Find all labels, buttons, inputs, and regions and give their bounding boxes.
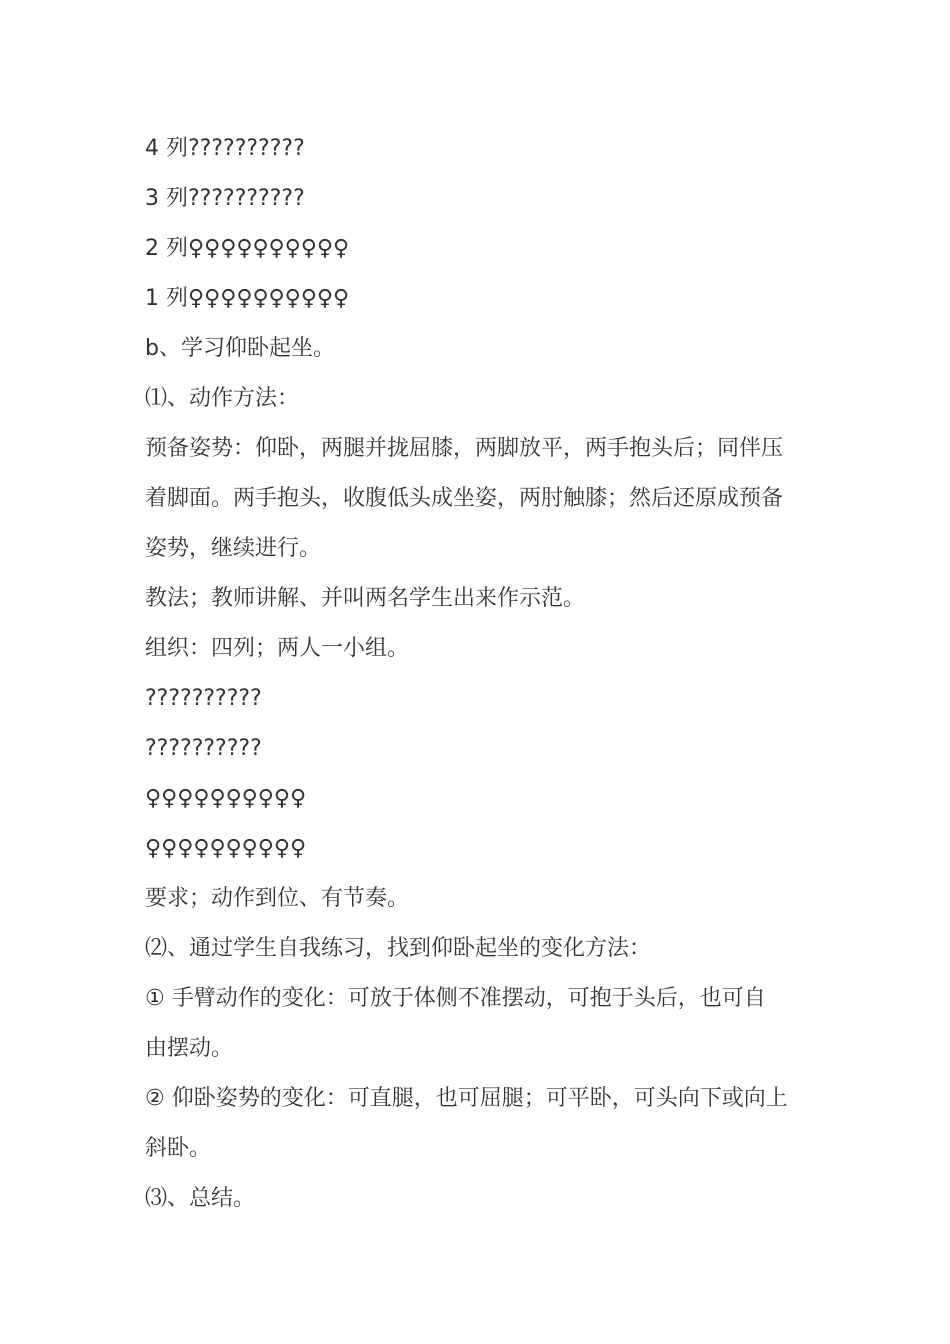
organization-line: 组织：四列；两人一小组。 bbox=[145, 636, 410, 661]
formation-row-2: 2 列♀♀♀♀♀♀♀♀♀♀ bbox=[145, 236, 350, 261]
list-item-2: ② 仰卧姿势的变化：可直腿，也可屈腿；可平卧，可头向下或向上 bbox=[145, 1086, 788, 1111]
paragraph-line: 预备姿势：仰卧，两腿并拢屈膝，两脚放平，两手抱头后；同伴压 bbox=[145, 436, 784, 461]
subheading-summary: ⑶、总结。 bbox=[145, 1186, 256, 1211]
paragraph-line: 着脚面。两手抱头，收腹低头成坐姿，两肘触膝；然后还原成预备 bbox=[145, 486, 784, 511]
list-item-1-continued: 由摆动。 bbox=[145, 1036, 234, 1061]
requirement-line: 要求；动作到位、有节奏。 bbox=[145, 886, 410, 911]
list-item-1: ① 手臂动作的变化：可放于体侧不准摆动，可抱于头后，也可自 bbox=[145, 986, 766, 1011]
subheading-method: ⑴、动作方法： bbox=[145, 386, 300, 411]
formation-row: ?????????? bbox=[145, 686, 262, 711]
formation-row-1: 1 列♀♀♀♀♀♀♀♀♀♀ bbox=[145, 286, 350, 311]
subheading-variations: ⑵、通过学生自我练习，找到仰卧起坐的变化方法： bbox=[145, 936, 652, 961]
formation-row-4: 4 列?????????? bbox=[145, 136, 305, 161]
formation-row-3: 3 列?????????? bbox=[145, 186, 305, 211]
paragraph-line: 姿势，继续进行。 bbox=[145, 536, 322, 561]
document-body bbox=[145, 124, 815, 1224]
section-heading-b: b、学习仰卧起坐。 bbox=[145, 336, 335, 361]
list-item-2-continued: 斜卧。 bbox=[145, 1136, 212, 1161]
teaching-method-line: 教法；教师讲解、并叫两名学生出来作示范。 bbox=[145, 586, 586, 611]
formation-row: ?????????? bbox=[145, 736, 262, 761]
formation-row: ♀♀♀♀♀♀♀♀♀♀ bbox=[145, 836, 307, 861]
formation-row: ♀♀♀♀♀♀♀♀♀♀ bbox=[145, 786, 307, 811]
